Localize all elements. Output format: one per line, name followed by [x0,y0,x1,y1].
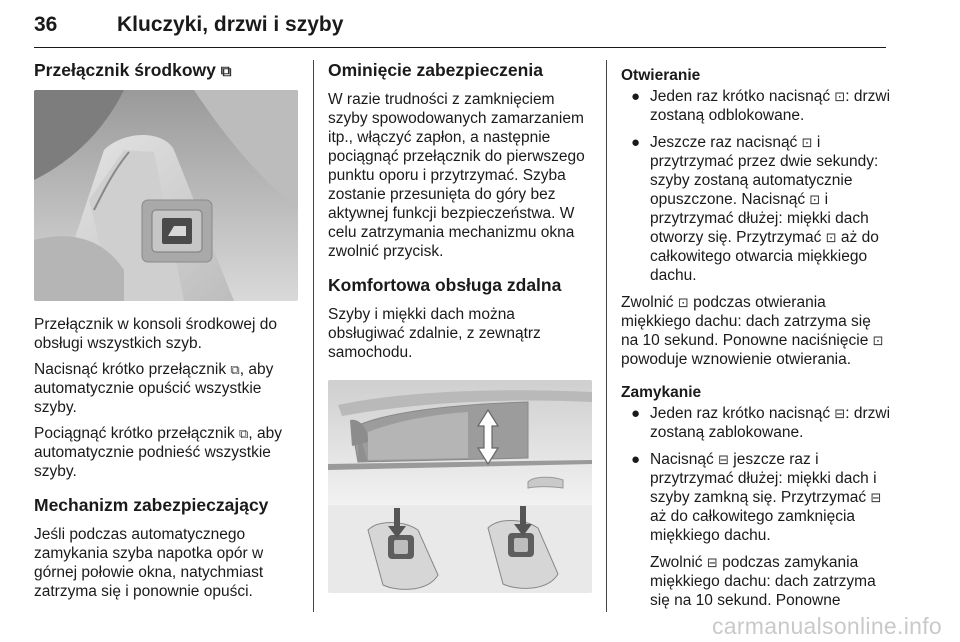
paragraph: Jeśli podczas automatycznego zamykania szyba napotka opór w górnej połowie okna, natychmiast zatrzyma się i ponownie opuści. [34,526,264,600]
lock-icon: ⊟ [706,555,718,570]
column-divider [606,60,607,612]
section-heading: Komfortowa obsługa zdalna [328,275,562,295]
lock-icon: ⊟ [870,490,882,505]
paragraph: Nacisnąć krótko przełącznik ⧉, aby automatycznie opuścić wszystkie szyby. [34,361,274,416]
remote-window-drawing [328,380,592,593]
unlock-icon: ⊡ [834,89,846,104]
console-switch-drawing [34,90,298,301]
section-heading: Mechanizm zabezpieczający [34,495,269,515]
window-switch-icon: ⧉ [239,426,249,441]
list-item: ● Nacisnąć ⊟ jeszcze raz i przytrzymać dłużej: miękki dach i szyby zamkną się. Przytrzymać ⊟ aż do całkowitego zamknięcia miękkiego dachu. [631,451,882,544]
lock-icon: ⊟ [718,452,729,467]
unlock-icon: ⊡ [677,295,689,310]
paragraph: Pociągnąć krótko przełącznik ⧉, aby automatycznie podnieść wszystkie szyby. [34,425,282,480]
window-switch-icon: ⧉ [220,63,232,80]
lock-icon: ⊟ [834,406,846,421]
window-switch-icon: ⧉ [230,362,240,377]
paragraph: Zwolnić ⊡ podczas otwierania miękkiego dachu: dach zatrzyma się na 10 sekund. Ponowne naciśnięcie ⊡ powoduje wznowienie otwierania. [621,294,884,368]
unlock-icon: ⊡ [825,230,837,245]
column-1 [34,60,300,608]
subheading-open: Otwieranie [621,67,701,84]
column-divider [313,60,314,612]
paragraph: Szyby i miękki dach można obsługiwać zdalnie, z zewnątrz samochodu. [328,306,541,361]
remote-window-illustration [328,380,592,593]
column-2 [328,60,594,593]
section-heading: Ominięcie zabezpieczenia [328,60,543,80]
header-rule [34,47,886,48]
page-header [34,8,886,48]
section-heading: Przełącznik środkowy ⧉ [34,60,232,80]
unlock-icon: ⊡ [801,135,813,150]
console-switch-illustration [34,90,298,301]
list-item: ● Jeden raz krótko nacisnąć ⊡: drzwi zostaną odblokowane. [631,88,891,124]
list-item: ● Jeden raz krótko nacisnąć ⊟: drzwi zostaną zablokowane. [631,405,891,441]
running-title: Kluczyki, drzwi i szyby [117,13,344,36]
list-item: ● Jeszcze raz nacisnąć ⊡ i przytrzymać przez dwie sekundy: szyby zostaną automatycznie opuszczone. Nacisnąć ⊡ i przytrzymać dłużej: miękki dach otworzy się. Przytrzymać ⊡ aż do całkowitego otwarcia miękkiego dachu. [631,134,879,284]
unlock-icon: ⊡ [809,192,821,207]
page-number: 36 [34,13,58,36]
paragraph: Zwolnić ⊟ podczas zamykania miękkiego dachu: dach zatrzyma się na 10 sekund. Ponowne [650,554,876,609]
paragraph: W razie trudności z zamknięciem szyby spowodowanych zamarzaniem itp., włączyć zapłon, a następnie pociągnąć przełącznik do pierwszego punktu oporu i przytrzymać. Szyba zostanie przesunięta do góry bez aktywnej funkcji bezpieczeństwa. W celu zatrzymania mechanizmu okna zwolnić przycisk. [328,91,585,260]
subheading-close: Zamykanie [621,384,702,401]
watermark: carmanualsonline.info [711,613,942,639]
column-3 [621,60,891,617]
unlock-icon: ⊡ [872,333,884,348]
figure-caption: Przełącznik w konsoli środkowej do obsługi wszystkich szyb. [34,316,277,352]
